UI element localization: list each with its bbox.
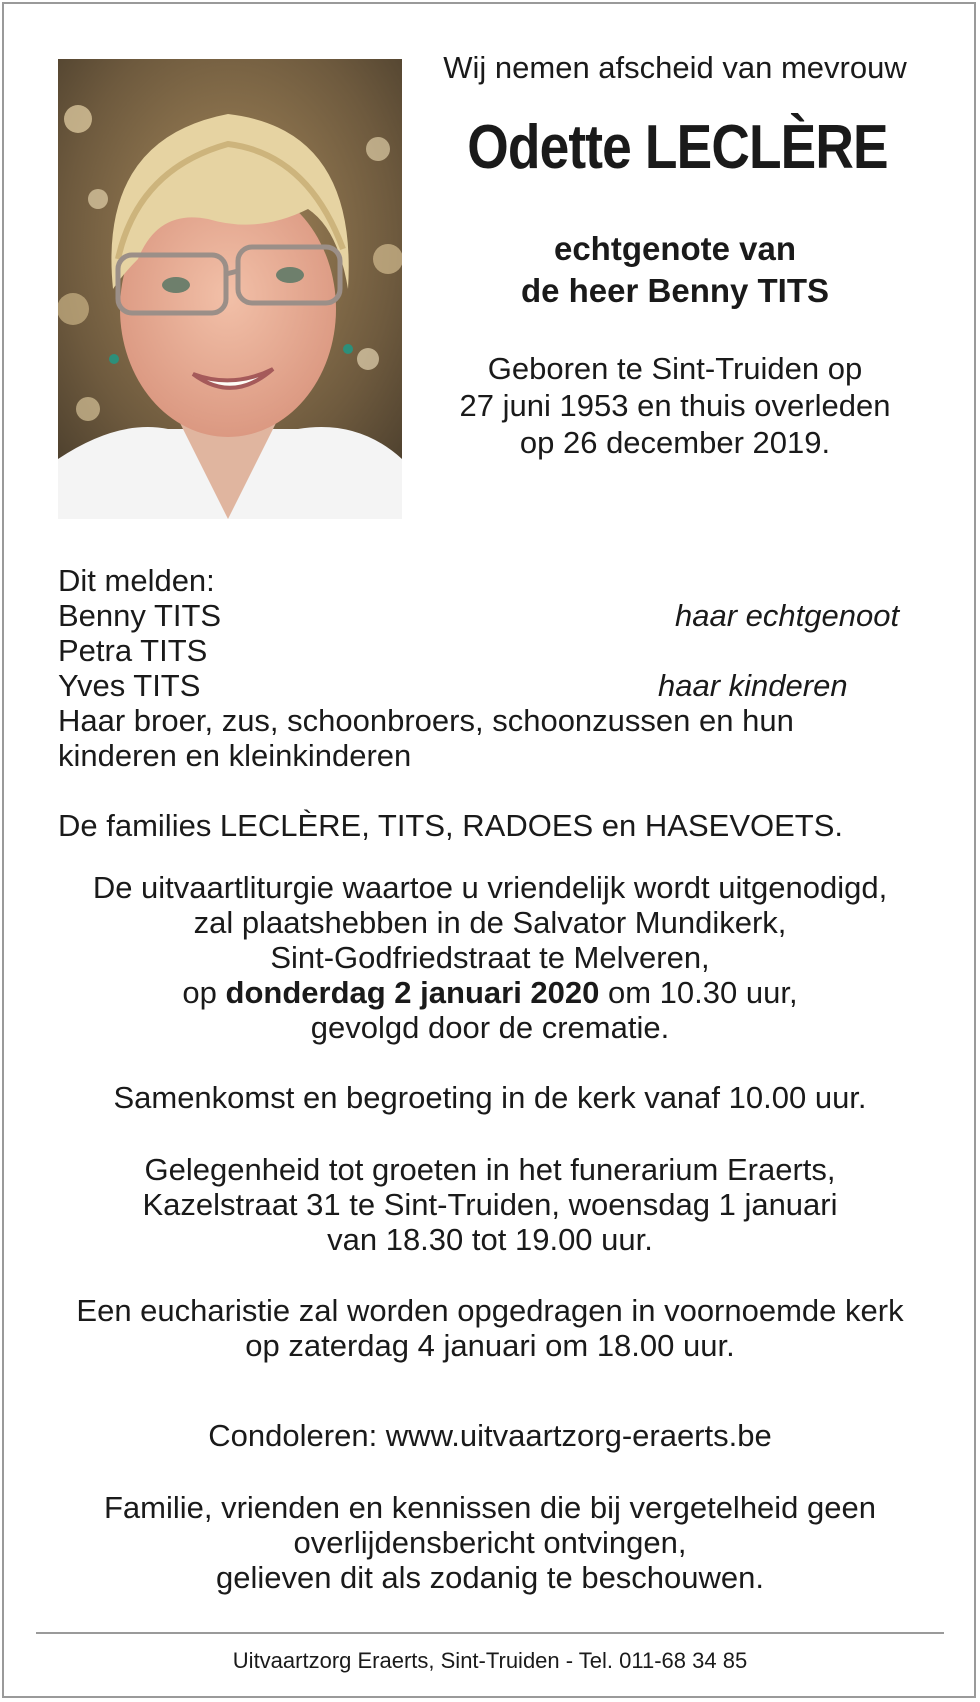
gathering-line: Samenkomst en begroeting in de kerk vanaf 10.00 uur. (113, 1080, 867, 1115)
footer-text: Uitvaartzorg Eraerts, Sint-Truiden - Tel. 011-68 34 85 (232, 1648, 748, 1673)
announcer-row (58, 633, 903, 668)
birth-line: 27 juni 1953 en thuis overleden (459, 388, 891, 423)
footer-divider (36, 1632, 944, 1634)
spouse-line: de heer Benny TITS (520, 272, 830, 309)
death-line: op 26 december 2019. (519, 425, 831, 460)
funeral-date-line (40, 975, 940, 1010)
visitation-line: Gelegenheid tot groeten in het funerarium Eraerts, (144, 1152, 836, 1187)
condolences-line: Condoleren: www.uitvaartzorg-eraerts.be (208, 1418, 772, 1453)
families-line: De families LECLÈRE, TITS, RADOES en HASEVOETS. (58, 808, 844, 843)
spouse-line: echtgenote van (553, 230, 797, 267)
announcers-others: Haar broer, zus, schoonbroers, schoonzussen en hun (58, 703, 794, 738)
birth-death-block (420, 350, 930, 461)
eucharist-block (40, 1293, 940, 1363)
funeral-date-prefix: op (182, 975, 226, 1010)
announcers-block (58, 563, 903, 843)
intro-text: Wij nemen afscheid van mevrouw (443, 50, 907, 85)
announcer-relation: haar echtgenoot (675, 598, 900, 633)
notice-line: Familie, vrienden en kennissen die bij vergetelheid geen (103, 1490, 877, 1525)
visitation-line: van 18.30 tot 19.00 uur. (327, 1222, 653, 1257)
announcer-name: Benny TITS (58, 598, 222, 633)
funeral-time: om 10.30 uur, (599, 975, 798, 1010)
spouse-block (420, 228, 930, 312)
eucharist-line: op zaterdag 4 januari om 18.00 uur. (245, 1328, 735, 1363)
funeral-line: zal plaatshebben in de Salvator Mundikerk, (193, 905, 787, 940)
birth-line: Geboren te Sint-Truiden op (487, 351, 863, 386)
funeral-line: De uitvaartliturgie waartoe u vriendelijk wordt uitgenodigd, (92, 870, 888, 905)
eucharist-line: Een eucharistie zal worden opgedragen in voornoemde kerk (76, 1293, 904, 1328)
deceased-name: Odette LECLÈRE (467, 113, 888, 182)
funeral-line: gevolgd door de crematie. (310, 1010, 670, 1045)
announcers-others: kinderen en kleinkinderen (58, 738, 412, 773)
announcer-relation: haar kinderen (658, 668, 848, 703)
visitation-line: Kazelstraat 31 te Sint-Truiden, woensdag 1 januari (142, 1187, 838, 1222)
announcer-row (58, 598, 903, 633)
announcer-name: Petra TITS (58, 633, 208, 668)
announcers-label: Dit melden: (58, 563, 215, 598)
funeral-block (40, 870, 940, 1045)
portrait-image (58, 59, 402, 519)
announcer-row (58, 668, 903, 703)
funeral-date: donderdag 2 januari 2020 (225, 975, 600, 1010)
notice-line: overlijdensbericht ontvingen, (293, 1525, 687, 1560)
announcer-name: Yves TITS (58, 668, 201, 703)
portrait-photo (58, 59, 402, 519)
notice-block (40, 1490, 940, 1595)
notice-line: gelieven dit als zodanig te beschouwen. (215, 1560, 765, 1595)
funeral-line: Sint-Godfriedstraat te Melveren, (270, 940, 710, 975)
visitation-block (40, 1152, 940, 1257)
